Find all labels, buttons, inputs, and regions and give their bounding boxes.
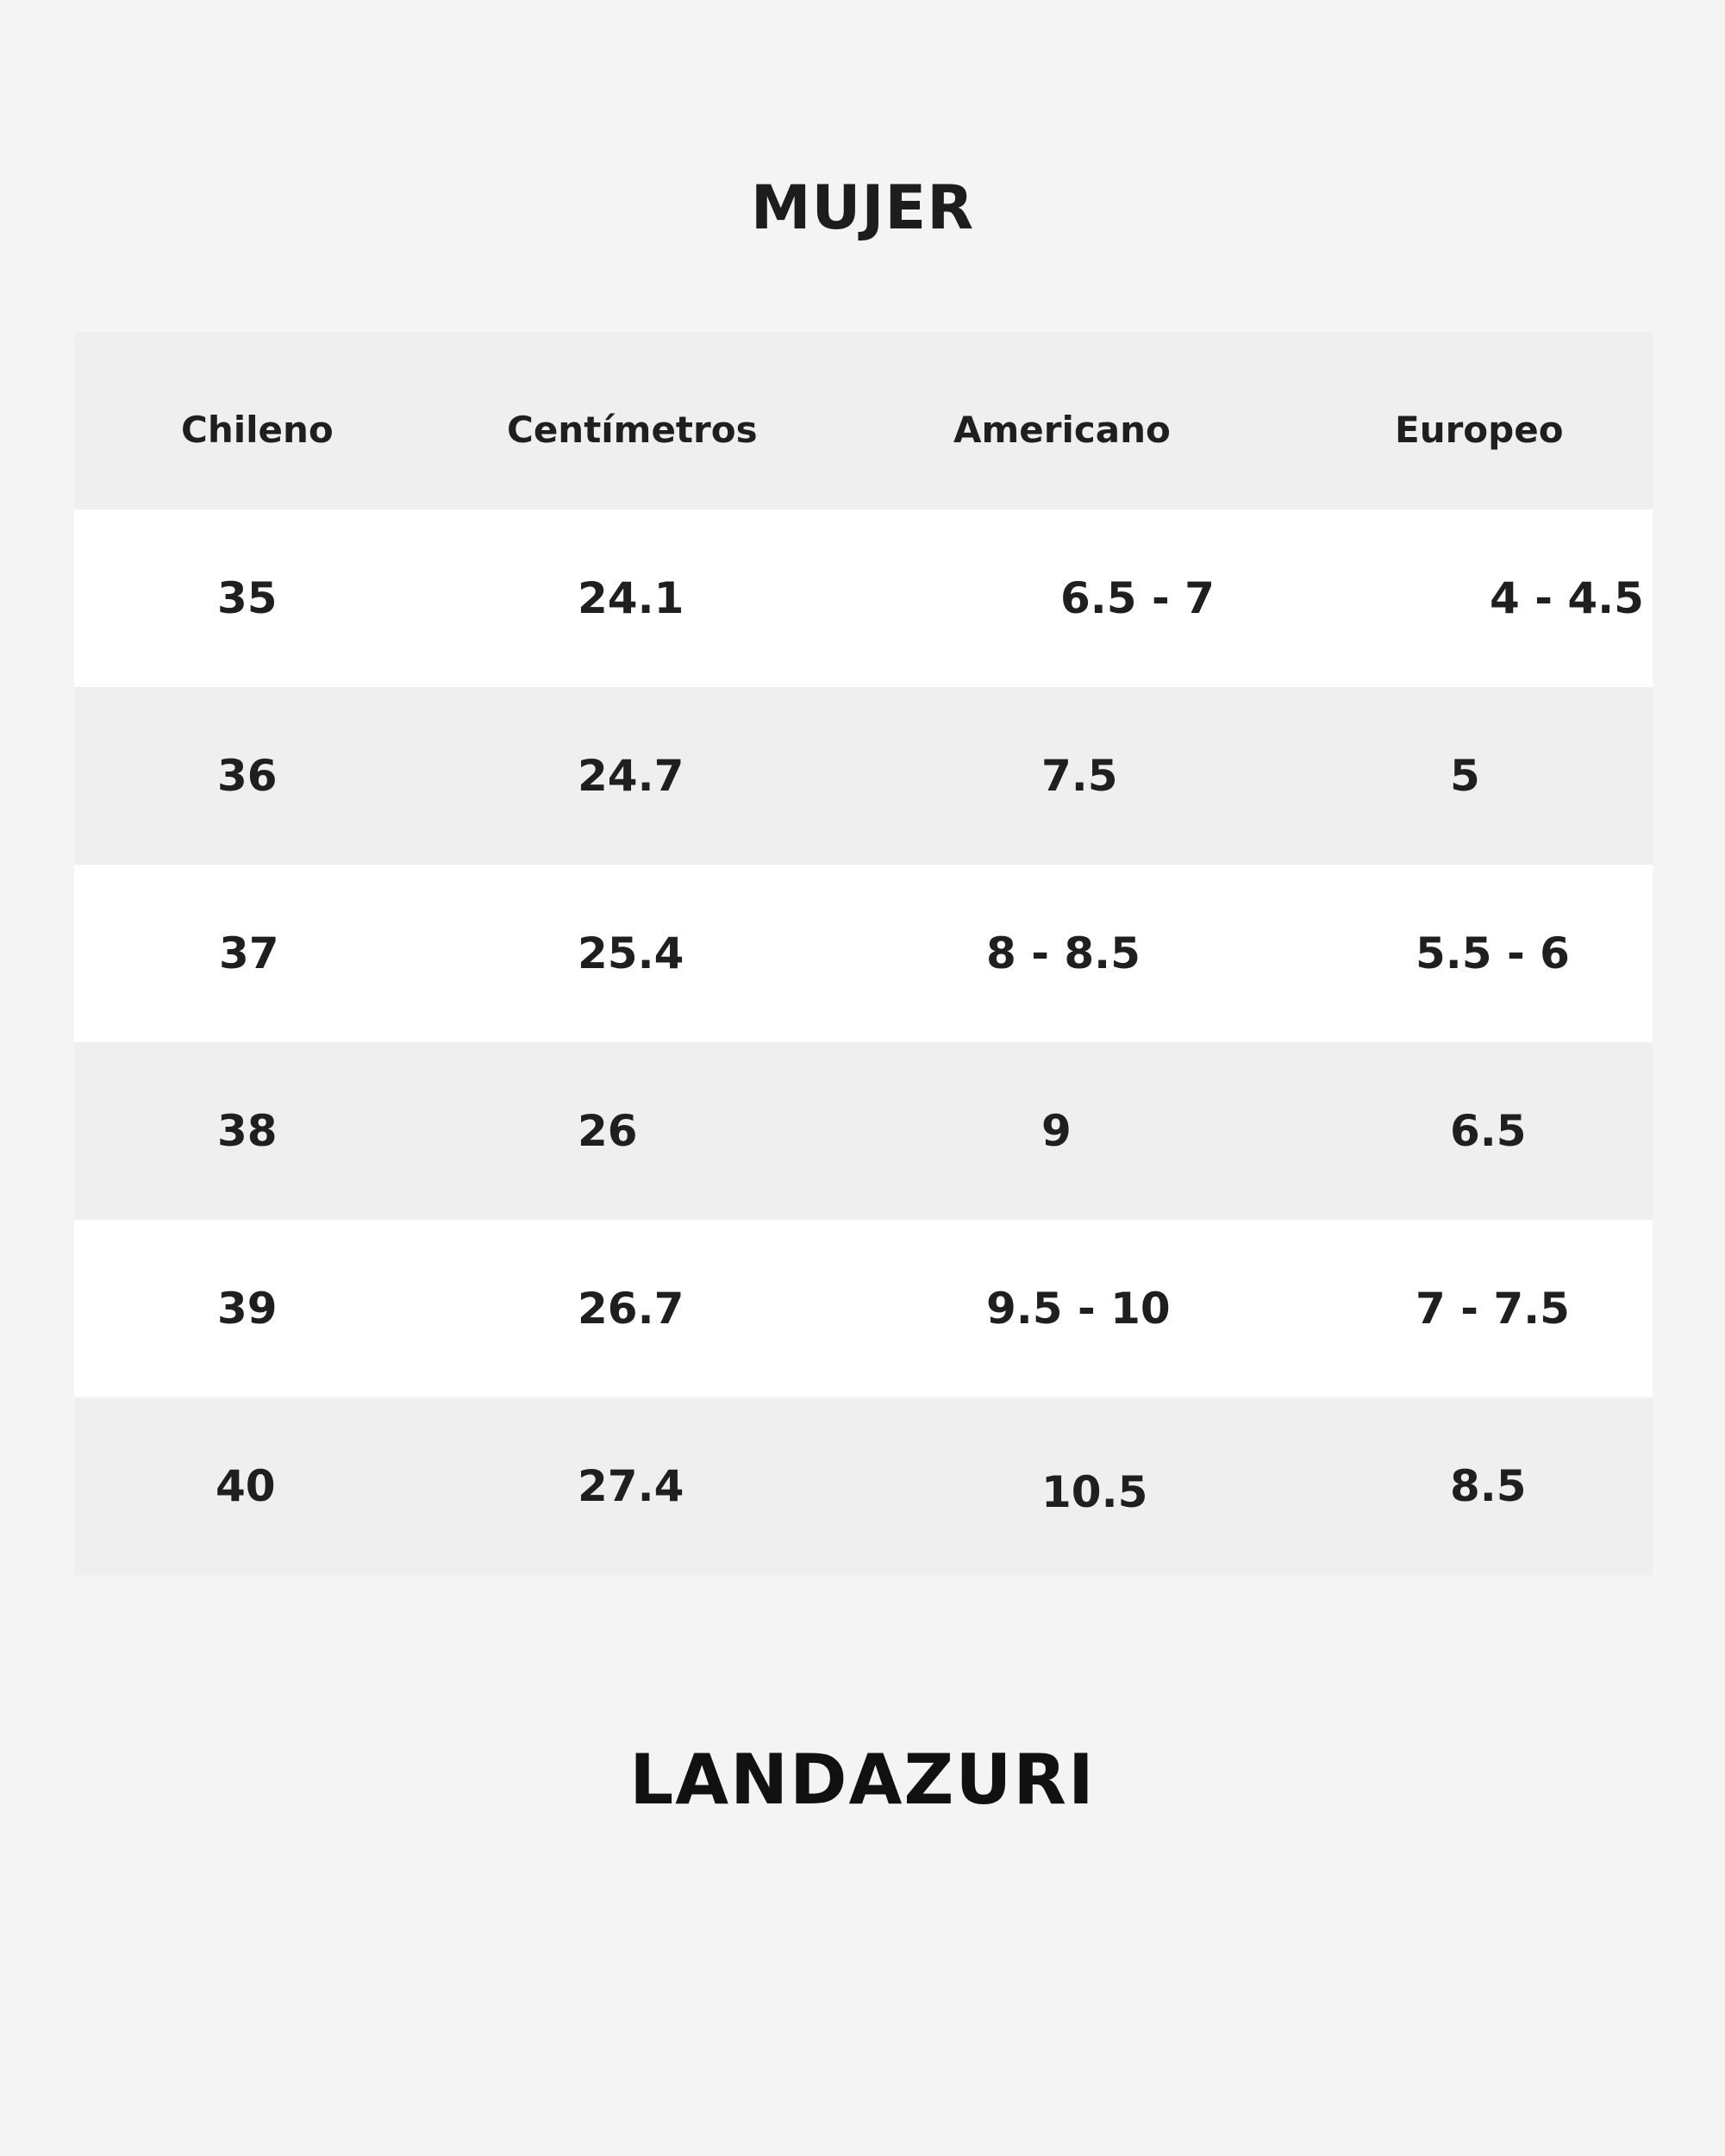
brand-logo: LANDAZURI xyxy=(629,1740,1096,1820)
header-europeo: Europeo xyxy=(1395,408,1564,451)
table-row xyxy=(74,1220,1653,1397)
cell-chileno: 38 xyxy=(217,1106,278,1156)
table-row xyxy=(74,1042,1653,1220)
cell-americano: 9 xyxy=(1041,1106,1072,1156)
cell-chileno: 37 xyxy=(219,928,279,978)
cell-americano: 10.5 xyxy=(1041,1467,1148,1517)
cell-centimetros: 24.1 xyxy=(578,573,684,623)
cell-europeo: 5 xyxy=(1450,751,1480,801)
cell-europeo: 7 - 7.5 xyxy=(1416,1284,1570,1334)
cell-centimetros: 25.4 xyxy=(578,928,684,978)
cell-europeo: 8.5 xyxy=(1450,1461,1527,1511)
cell-americano: 7.5 xyxy=(1041,751,1118,801)
cell-chileno: 40 xyxy=(216,1461,276,1511)
cell-europeo: 5.5 - 6 xyxy=(1416,928,1570,978)
cell-europeo: 6.5 xyxy=(1450,1106,1527,1156)
header-chileno: Chileno xyxy=(181,408,334,451)
table-row xyxy=(74,687,1653,865)
cell-centimetros: 26 xyxy=(578,1106,638,1156)
cell-europeo: 4 - 4.5 xyxy=(1490,573,1644,623)
cell-centimetros: 27.4 xyxy=(578,1461,684,1511)
table-row xyxy=(74,865,1653,1042)
header-centimetros: Centímetros xyxy=(507,408,758,451)
table-header-row xyxy=(74,332,1653,509)
cell-centimetros: 24.7 xyxy=(578,751,684,801)
header-americano: Americano xyxy=(953,408,1171,451)
table-row xyxy=(74,1397,1653,1575)
cell-americano: 8 - 8.5 xyxy=(986,928,1141,978)
cell-chileno: 36 xyxy=(217,751,278,801)
page-title: MUJER xyxy=(750,172,975,243)
cell-americano: 9.5 - 10 xyxy=(986,1284,1171,1334)
cell-americano: 6.5 - 7 xyxy=(1060,573,1215,623)
cell-chileno: 35 xyxy=(217,573,278,623)
cell-centimetros: 26.7 xyxy=(578,1284,684,1334)
cell-chileno: 39 xyxy=(217,1284,278,1334)
size-chart-table xyxy=(74,332,1653,1575)
table-row xyxy=(74,509,1653,687)
